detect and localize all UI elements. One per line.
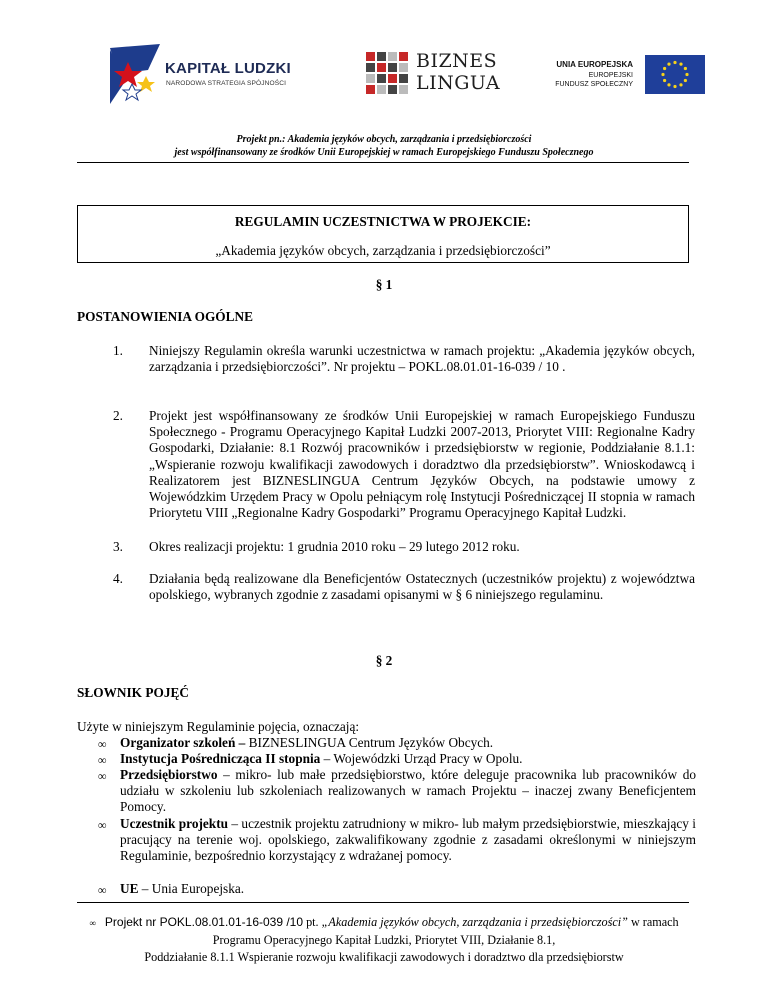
eu-flag-icon bbox=[645, 55, 705, 94]
eu-star-icon bbox=[684, 67, 687, 70]
list-item-number: 4. bbox=[113, 571, 123, 586]
list-item-number: 2. bbox=[113, 408, 123, 423]
page-footer bbox=[80, 914, 688, 966]
bullet-symbol: ∞ bbox=[98, 753, 107, 767]
term-definition: – Wojewódzki Urząd Pracy w Opolu. bbox=[320, 751, 523, 766]
term-name: UE bbox=[120, 881, 139, 896]
eu-efs-logo bbox=[540, 52, 705, 94]
kapital-ludzki-emblem-icon bbox=[108, 40, 168, 110]
footer-line1 bbox=[80, 914, 688, 949]
list-item-number: 1. bbox=[113, 343, 123, 358]
term-name: Przedsiębiorstwo bbox=[120, 767, 218, 782]
biznes-lingua-logo bbox=[366, 50, 501, 97]
footer-pt: pt. bbox=[303, 915, 322, 929]
section1-sign: § 1 bbox=[375, 277, 393, 292]
section2-sign: § 2 bbox=[375, 653, 393, 668]
definitions-intro: Użyte w niniejszym Regulaminie pojęcia, oznaczają: bbox=[77, 719, 360, 734]
bullet-symbol: ∞ bbox=[98, 769, 107, 783]
eu-star-icon bbox=[673, 61, 676, 64]
project-name: „Akademia języków obcych, zarządzania i przedsiębiorczości” bbox=[215, 243, 551, 258]
footer-symbol: ∞ bbox=[89, 918, 96, 928]
term-definition: – mikro- lub małe przedsiębiorstwo, które deleguje pracownika lub pracowników do udziału w szkoleniu lub szkoleniach realizowanych w ramach Projektu – inaczej zwany Beneficjentem Pomocy. bbox=[120, 767, 696, 815]
section1-heading: POSTANOWIENIA OGÓLNE bbox=[77, 309, 253, 324]
eu-logo-line1: UNIA EUROPEJSKA bbox=[556, 60, 633, 69]
eu-star-icon bbox=[679, 83, 682, 86]
footer-rest1: w ramach Programu Operacyjnego Kapitał Ludzki, Priorytet VIII, Działanie 8.1, bbox=[212, 915, 679, 947]
header-divider bbox=[77, 162, 689, 163]
kapital-ludzki-title: KAPITAŁ LUDZKI bbox=[165, 60, 291, 77]
bullet-symbol: ∞ bbox=[98, 883, 107, 897]
kapital-ludzki-subtitle: NARODOWA STRATEGIA SPÓJNOŚCI bbox=[166, 80, 287, 87]
bullet-symbol: ∞ bbox=[98, 737, 107, 751]
project-header-line1: Projekt pn.: Akademia języków obcych, zarządzania i przedsiębiorczości bbox=[236, 134, 532, 145]
eu-star-icon bbox=[685, 73, 688, 76]
eu-star-icon bbox=[663, 67, 666, 70]
list-item bbox=[120, 767, 696, 816]
eu-star-icon bbox=[663, 79, 666, 82]
eu-star-icon bbox=[673, 85, 676, 88]
list-item bbox=[120, 816, 696, 865]
list-item-number: 3. bbox=[113, 539, 123, 554]
regulation-title-box bbox=[77, 205, 689, 263]
footer-line2: Poddziałanie 8.1.1 Wspieranie rozwoju kwalifikacji zawodowych i doradztwo dla przedsiębiorstw bbox=[144, 950, 624, 964]
eu-star-icon bbox=[667, 83, 670, 86]
term-name: Uczestnik projektu bbox=[120, 816, 229, 831]
list-item-text: Projekt jest współfinansowany ze środków Unii Europejskiej w ramach Europejskiego Funduszu Społecznego - Programu Operacyjnego Kapitał Ludzki 2007-2013, Priorytet VIII: Regionalne Kadry Gospodarki, Działanie: 8.1 Rozwój pracowników i przedsiębiorstw w regionie, Poddziałanie 8.1.1: „Wspieranie rozwoju kwalifikacji zawodowych i doradztwo dla przedsiębiorstw”. Wnioskodawcą i Realizatorem jest BIZNESLINGUA Centrum Języków Obcych, na podstawie umowy z Wojewódzkim Urzędem Pracy w Opolu pełniącym rolę Instytucji Pośredniczącej II stopnia w ramach Priorytetu VIII „Regionalne Kadry Gospodarki” Programu Operacyjnego Kapitał Ludzki. bbox=[149, 408, 695, 521]
kapital-ludzki-logo bbox=[108, 40, 308, 110]
term-name: Organizator szkoleń – bbox=[120, 735, 246, 750]
term-definition: BIZNESLINGUA Centrum Języków Obcych. bbox=[245, 735, 494, 750]
footer-project-title: „Akademia języków obcych, zarządzania i przedsiębiorczości” bbox=[321, 915, 628, 929]
eu-logo-line2: EUROPEJSKI bbox=[588, 72, 633, 79]
eu-star-icon bbox=[684, 79, 687, 82]
list-item-text: Niniejszy Regulamin określa warunki uczestnictwa w ramach projektu: „Akademia języków obcych, zarządzania i przedsiębiorczości”. Nr projektu – POKL.08.01.01-16-039 / 10 . bbox=[149, 343, 695, 375]
eu-star-icon bbox=[667, 63, 670, 66]
footer-project-number: Projekt nr POKL.08.01.01-16-039 /10 bbox=[104, 915, 304, 929]
list-item-text: Okres realizacji projektu: 1 grudnia 2010 roku – 29 lutego 2012 roku. bbox=[149, 539, 520, 554]
eu-star-icon bbox=[661, 73, 664, 76]
biznes-lingua-squares-icon bbox=[366, 52, 410, 96]
project-header-line2: jest współfinansowany ze środków Unii Europejskiej w ramach Europejskiego Funduszu Społecznego bbox=[174, 147, 594, 158]
biznes-lingua-line2: LINGUA bbox=[416, 72, 501, 94]
section2-heading: SŁOWNIK POJĘĆ bbox=[77, 685, 189, 700]
term-definition: – Unia Europejska. bbox=[138, 881, 245, 896]
term-name: Instytucja Pośrednicząca II stopnia bbox=[120, 751, 321, 766]
biznes-lingua-line1: BIZNES bbox=[416, 50, 498, 72]
eu-star-icon bbox=[679, 63, 682, 66]
eu-logo-lines bbox=[555, 71, 633, 89]
term-definition: – uczestnik projektu zatrudniony w mikro- lub małym przedsiębiorstwie, mieszkający i pracujący na terenie woj. opolskiego, zakwalifikowany zgodnie z zasadami określonymi w niniejszym Regulaminie, bezpośrednio korzystający z wdrażanej pomocy. bbox=[120, 816, 696, 864]
bullet-symbol: ∞ bbox=[98, 818, 107, 832]
list-item-text: Działania będą realizowane dla Beneficjentów Ostatecznych (uczestników projektu) z województwa opolskiego, wybranych zgodnie z zasadami opisanymi w § 6 niniejszego regulaminu. bbox=[149, 571, 695, 603]
project-header bbox=[0, 133, 768, 159]
regulation-title: REGULAMIN UCZESTNICTWA W PROJEKCIE: bbox=[234, 214, 532, 229]
list-item bbox=[120, 751, 696, 767]
footer-divider bbox=[77, 902, 689, 903]
eu-logo-line3: FUNDUSZ SPOŁECZNY bbox=[555, 81, 633, 88]
list-item bbox=[120, 881, 696, 897]
list-item bbox=[120, 735, 696, 751]
